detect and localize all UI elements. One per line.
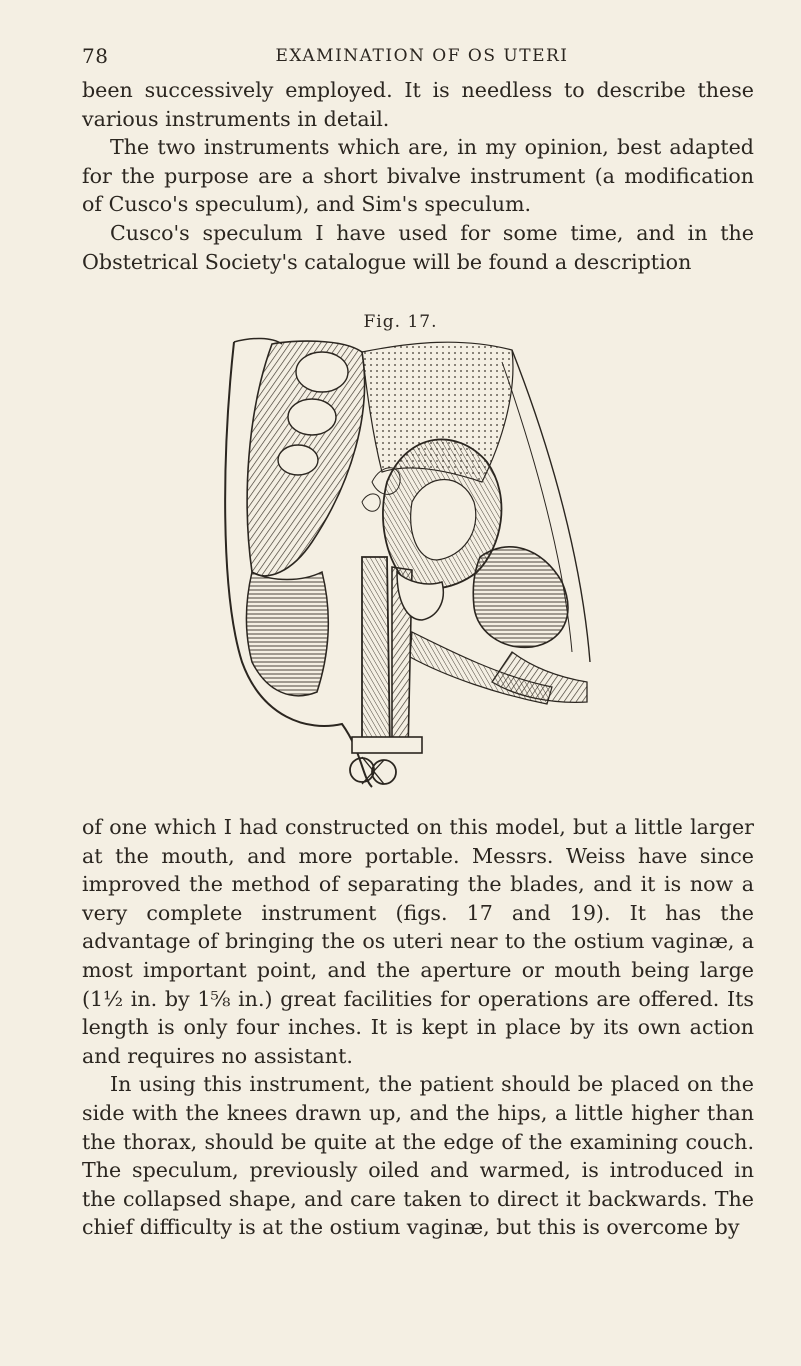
- paragraph: The two instruments which are, in my opinion, best adapted for the purpose are a short bivalve instrument (a modification of Cusco's speculum), and Sim's speculum.: [82, 135, 754, 217]
- page-header: [82, 44, 762, 68]
- text-block-bottom: [82, 813, 754, 1242]
- figure-caption: Fig. 17.: [363, 312, 438, 332]
- paragraph-continuation: of one which I had constructed on this model, but a little larger at the mouth, and more portable. Messrs. Weiss have since improved the method of separating the blades, and it is now a very complete instrument (figs. 17 and 19). It has the advantage of bringing the os uteri near to the ostium vaginæ, a most important point, and the aperture or mouth being large (1½ in. by 1⅝ in.) great facilities for operations are offered. Its length is only four inches. It is kept in place by its own action and requires no assistant.: [82, 815, 754, 1068]
- pelvis-section-illustration: [212, 332, 592, 792]
- page-number: 78: [82, 44, 109, 68]
- paragraph-continuation: been successively employed. It is needless to describe these various instruments in detail.: [82, 78, 754, 131]
- paragraph: Cusco's speculum I have used for some time, and in the Obstetrical Society's catalogue will be found a description: [82, 220, 754, 274]
- figure-illustration: [212, 332, 592, 792]
- paragraph: In using this instrument, the patient should be placed on the side with the knees drawn up, and the hips, a little higher than the thorax, should be quite at the edge of the examining couch. The speculum, previously oiled and warmed, is introduced in the collapsed shape, and care taken to direct it backwards. The chief difficulty is at the ostium vaginæ, but this is overcome by: [82, 1072, 754, 1240]
- text-block-top: [82, 76, 754, 276]
- running-title: EXAMINATION OF OS UTERI: [275, 46, 569, 66]
